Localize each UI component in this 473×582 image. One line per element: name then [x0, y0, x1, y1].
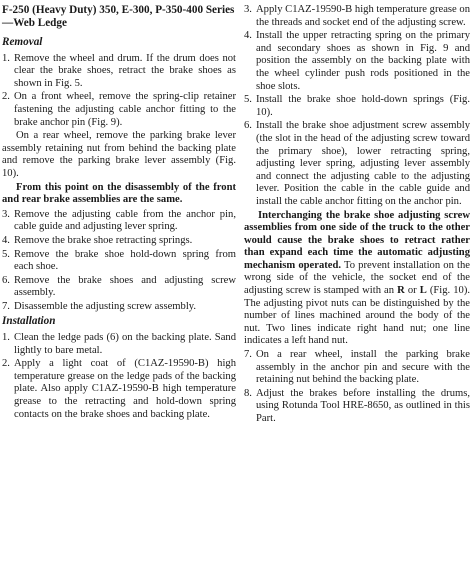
step-text: Remove the brake shoes and adjusting screw assembly.	[14, 274, 236, 299]
step-number: 1.	[2, 52, 10, 64]
step-text: Remove the brake shoe hold-down spring from each shoe.	[14, 248, 236, 273]
step-number: 3.	[244, 4, 252, 15]
step-number: 6.	[2, 274, 10, 286]
interchange-paragraph	[244, 210, 470, 349]
list-item	[2, 358, 236, 421]
interchange-bold-text: Interchanging the brake shoe adjusting screw assemblies from one side of the truck to the other would cause the brake shoes to retract rather than expand each time the automatic adjusting mechanism operated.	[244, 209, 470, 271]
step-number: 3.	[2, 208, 10, 220]
list-item	[244, 349, 470, 387]
step-text: Remove the brake shoe retracting springs.	[14, 234, 193, 246]
right-column	[244, 4, 470, 427]
step-number: 7.	[2, 300, 10, 312]
list-item	[2, 209, 236, 234]
step-text: Install the upper retracting spring on the primary and secondary shoes as shown in Fig. 9 and position the assembly on the backing plate with the wheel cylinder push rods positioned in the shoe slots.	[256, 30, 470, 92]
step-text: Install the brake shoe adjustment screw assembly (the slot in the head of the adjusting screw toward the primary shoe), lower retracting spring, adjusting lever spring, adjusting lever assembly and connect the adjusting cable to the adjusting lever. Position the cable in the cable guide and install the cable anchor fitting on the anchor pin.	[256, 120, 470, 207]
list-item	[2, 53, 236, 91]
l-marking: L	[419, 285, 427, 297]
step-number: 2.	[2, 358, 10, 370]
bold-note: From this point on the disassembly of the front and rear brake assemblies are the same.	[2, 181, 236, 206]
step-number: 5.	[2, 248, 10, 260]
step-number: 4.	[2, 234, 10, 246]
step-number: 4.	[244, 30, 252, 42]
step-text: Remove the wheel and drum. If the drum does not clear the brake shoes, retract the brake shoes as shown in Fig. 5.	[14, 52, 236, 89]
list-item	[2, 235, 236, 248]
list-item	[244, 94, 470, 119]
interchange-text-b: (Fig. 10). The adjusting pivot nuts can be distinguished by the number of lines machined around the body of the nut. Two lines indicate right hand nut; one line indicates a left hand nut.	[244, 285, 471, 347]
step-text: Clean the ledge pads (6) on the backing plate. Sand lightly to bare metal.	[14, 332, 236, 356]
r-marking: R	[397, 285, 405, 297]
left-column	[2, 4, 236, 422]
step-number: 7.	[244, 349, 252, 361]
step-number: 5.	[244, 94, 252, 106]
step-text: Apply C1AZ-19590-B high temperature grease on the threads and socket end of the adjusting screw.	[256, 4, 470, 28]
list-item	[244, 120, 470, 208]
list-item	[244, 30, 470, 93]
rear-wheel-paragraph: On a rear wheel, remove the parking brake lever assembly retaining nut from behind the backing plate and remove the parking brake lever assembly (Fig. 10).	[2, 130, 236, 179]
page-title: F-250 (Heavy Duty) 350, E-300, P-350-400 Series—Web Ledge	[2, 4, 235, 29]
removal-heading: Removal	[2, 36, 43, 48]
list-item	[244, 388, 470, 426]
interchange-text-a: To prevent installation on the wrong side of the vehicle, the socket end of the adjusting screw is stamped with an	[244, 259, 470, 297]
list-item	[2, 91, 236, 129]
step-text: Adjust the brakes before installing the drums, using Rotunda Tool HRE-8650, as outlined in this Part.	[256, 387, 470, 424]
step-text: On a front wheel, remove the spring-clip retainer fastening the adjusting cable anchor fitting to the brake anchor pin (Fig. 9).	[14, 91, 236, 128]
step-text: Apply a light coat of (C1AZ-19590-B) high temperature grease on the ledge pads of the backing plate. Also apply C1AZ-19590-B high temperature grease to the retracting and hold-down spring contacts on the brake shoes and backing plate.	[14, 358, 236, 420]
step-text: Disassemble the adjusting screw assembly.	[14, 300, 197, 312]
step-number: 6.	[244, 120, 252, 132]
installation-heading: Installation	[2, 315, 56, 328]
step-text: Remove the adjusting cable from the anchor pin, cable guide and adjusting lever spring.	[14, 208, 236, 233]
list-item	[2, 332, 236, 357]
step-text: On a rear wheel, install the parking brake assembly in the anchor pin and secure with the retaining nut behind the backing plate.	[256, 349, 470, 386]
step-text: Install the brake shoe hold-down springs (Fig. 10).	[256, 94, 470, 118]
list-item	[244, 4, 470, 29]
step-number: 8.	[244, 387, 252, 399]
list-item	[2, 275, 236, 300]
or-text: or	[404, 285, 420, 297]
list-item	[2, 301, 236, 314]
step-number: 1.	[2, 332, 10, 344]
list-item	[2, 249, 236, 274]
step-number: 2.	[2, 91, 10, 103]
